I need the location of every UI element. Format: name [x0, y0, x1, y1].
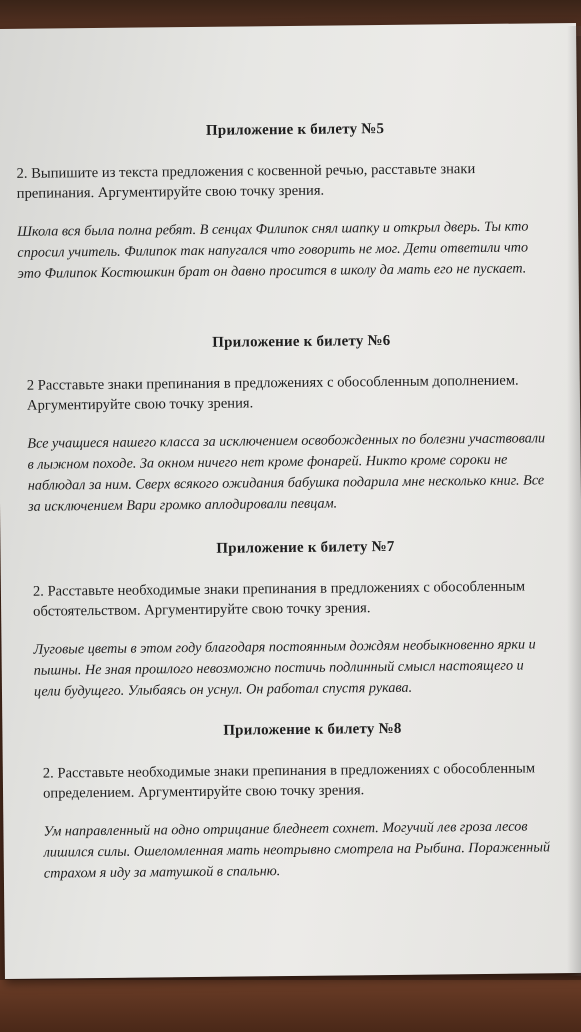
ticket-5-section	[16, 119, 548, 285]
ticket-6-example-text: Все учащиеся нашего класса за исключением освобожденных по болезни участвовали в лыжном походе. За окном ничего нет кроме фонарей. Никто кроме сороки не наблюдал за ним. Сверх всякого ожидания бабушка подарила мне несколько книг. Все за исключением Вари громко аплодировали певцам.	[27, 430, 546, 515]
ticket-5-example-text: Школа вся была полна ребят. В сенцах Филипок снял шапку и открыл дверь. Ты кто спросил учитель. Филипок так напугался что говорить не мог. Дети ответили что это Филипок Костюшкин брат он давно просится в школу да мать его не пускает.	[17, 218, 529, 282]
ticket-6-task: 2 Расставьте знаки препинания в предложениях с обособленным дополнением. Аргументируйте свою точку зрения.	[26, 372, 519, 414]
ticket-7-heading: Приложение к билету №7	[216, 538, 395, 557]
ticket-8-section	[42, 719, 556, 884]
ticket-6-section	[26, 331, 550, 517]
paper-sheet	[0, 23, 581, 979]
ticket-5-task: 2. Выпишите из текста предложения с косвенной речью, расставьте знаки препинания. Аргументируйте свою точку зрения.	[16, 161, 476, 202]
ticket-7-section	[32, 537, 552, 702]
ticket-6-heading: Приложение к билету №6	[212, 332, 391, 351]
ticket-8-example-text: Ум направленный на одно отрицание бледнеет сохнет. Могучий лев гроза лесов лишился силы. Ошеломленная мать неотрывно смотрела на Рыбина. Пораженный страхом я иду за матушкой в спальню.	[43, 818, 551, 882]
background-table	[0, 980, 581, 1032]
ticket-7-task: 2. Расставьте необходимые знаки препинания в предложениях с обособленным обстоятельством. Аргументируйте свою точку зрения.	[32, 578, 526, 620]
ticket-7-example-text: Луговые цветы в этом году благодаря постоянным дождям необыкновенно ярки и пышны. Не зная прошлого невозможно постичь подлинный смысл настоящего и цели будущего. Улыбаясь он уснул. Он работал спустя рукава.	[33, 636, 536, 700]
document-content	[16, 119, 551, 882]
ticket-5-heading: Приложение к билету №5	[205, 120, 385, 139]
ticket-8-heading: Приложение к билету №8	[223, 720, 402, 739]
paper-edge-shadow	[567, 26, 581, 976]
ticket-8-task: 2. Расставьте необходимые знаки препинания в предложениях с обособленным определением. Аргументируйте свою точку зрения.	[42, 760, 536, 802]
